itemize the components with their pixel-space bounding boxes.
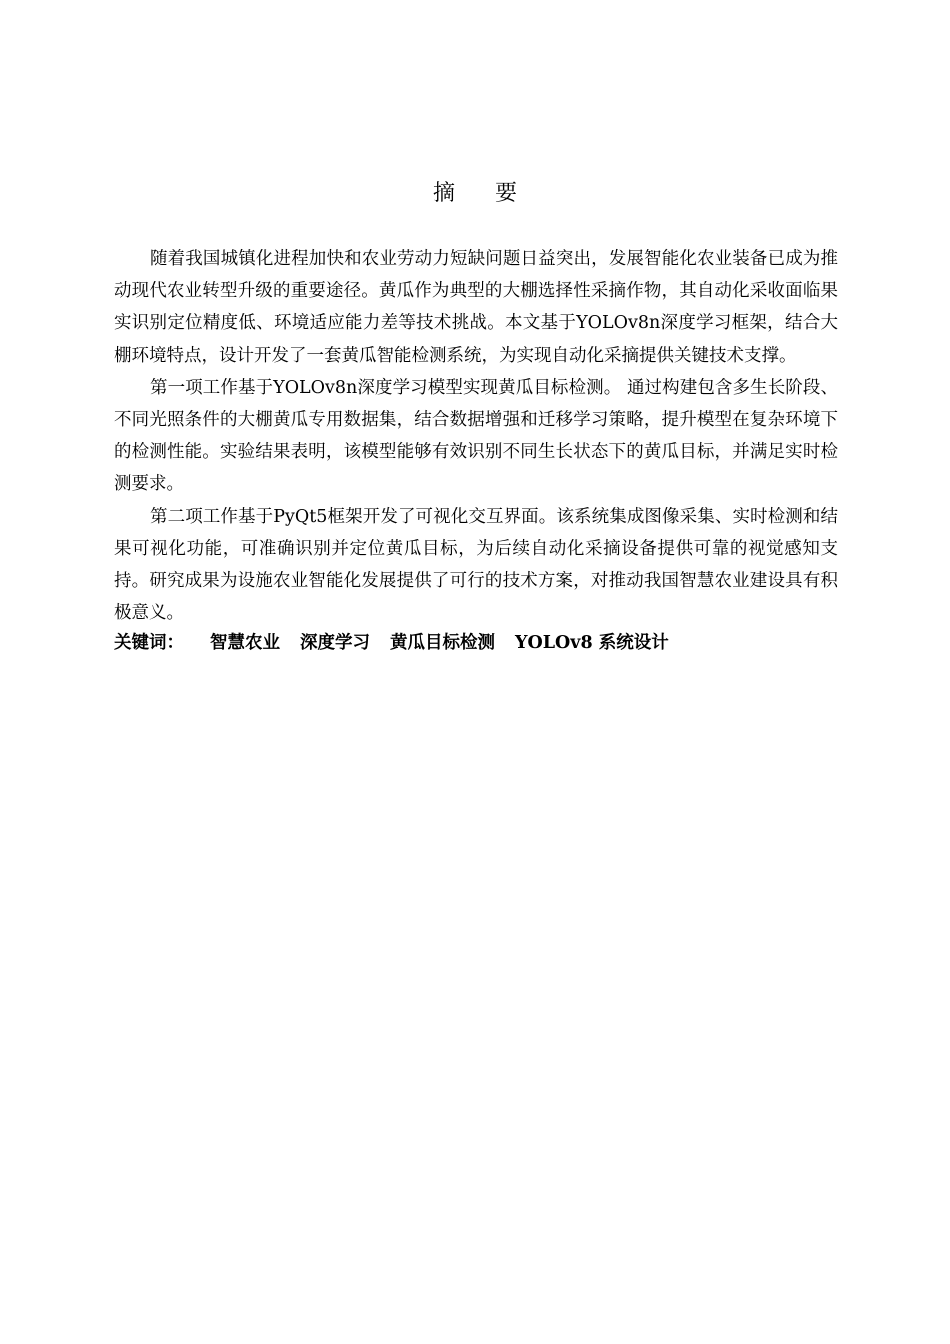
keyword-item: 智慧农业: [210, 633, 280, 654]
abstract-paragraph-1: 随着我国城镇化进程加快和农业劳动力短缺问题日益突出，发展智能化农业装备已成为推动现代农业转型升级的重要途径。黄瓜作为典型的大棚选择性采摘作物，其自动化采收面临果实识别定位精度低、环境适应能力差等技术挑战。本文基于YOLOv8n深度学习框架，结合大棚环境特点，设计开发了一套黄瓜智能检测系统，为实现自动化采摘提供关键技术支撑。: [114, 249, 838, 366]
keywords-line: [114, 629, 838, 657]
abstract-paragraph-2: 第一项工作基于YOLOv8n深度学习模型实现黄瓜目标检测。 通过构建包含多生长阶段、不同光照条件的大棚黄瓜专用数据集，结合数据增强和迁移学习策略，提升模型在复杂环境下的检测性能。实验结果表明，该模型能够有效识别不同生长状态下的黄瓜目标，并满足实时检测要求。: [114, 377, 838, 495]
keyword-item: 深度学习: [300, 633, 370, 654]
abstract-paragraph-3: 第二项工作基于PyQt5框架开发了可视化交互界面。该系统集成图像采集、实时检测和结果可视化功能，可准确识别并定位黄瓜目标，为后续自动化采摘设备提供可靠的视觉感知支持。研究成果为设施农业智能化发展提供了可行的技术方案，对推动我国智慧农业建设具有积极意义。: [114, 506, 838, 624]
abstract-body: [114, 243, 838, 657]
keyword-item: 黄瓜目标检测: [390, 633, 495, 654]
keywords-label: 关键词：: [114, 633, 184, 654]
keyword-item: YOLOv8 系统设计: [515, 633, 669, 654]
abstract-title: 摘要: [432, 181, 557, 206]
